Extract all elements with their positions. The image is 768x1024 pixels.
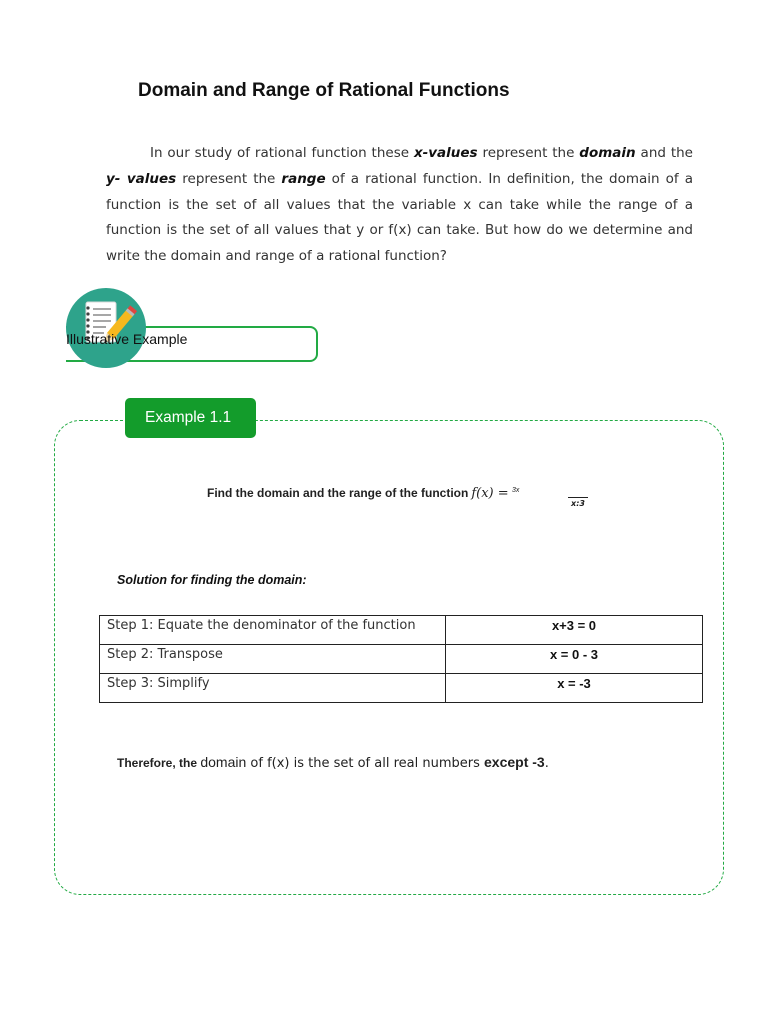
conclusion-except: except -3 — [484, 754, 545, 770]
intro-text-4: represent the — [176, 170, 282, 187]
function-notation: f(x) = — [471, 486, 509, 501]
term-range: range — [281, 170, 326, 187]
intro-text-3: and the — [635, 145, 693, 161]
solution-heading: Solution for finding the domain: — [117, 573, 307, 587]
conclusion-end: . — [544, 756, 549, 771]
function-numerator: 3x — [511, 487, 520, 494]
step-value: x = 0 - 3 — [446, 645, 703, 674]
function-denominator: x:3 — [568, 497, 588, 508]
step-label: Step 1: Equate the denominator of the function — [100, 616, 446, 645]
conclusion-mid: of f(x) is the set of all real numbers — [246, 756, 485, 771]
intro-text-5: of a rational function. In definition, the domain of a function is the set of all values that the variable x can take while the range of a function is the set of all values that y or f(x) can take. But how do we determine and write the domain and range of a rational function? — [106, 170, 693, 265]
illustrative-example-label: Illustrative Example — [66, 331, 188, 347]
step-label: Step 2: Transpose — [100, 645, 446, 674]
table-row — [100, 645, 703, 674]
example-tab-label: Example 1.1 — [145, 409, 232, 426]
intro-text-1: In our study of rational function these — [150, 145, 414, 161]
page-title: Domain and Range of Rational Functions — [138, 80, 510, 101]
table-row — [100, 674, 703, 703]
step-value: x = -3 — [446, 674, 703, 703]
step-value: x+3 = 0 — [446, 616, 703, 645]
prompt-text: Find the domain and the range of the function — [207, 486, 469, 500]
term-y-values: y- values — [106, 170, 177, 187]
intro-paragraph — [106, 141, 693, 270]
steps-table — [99, 615, 703, 703]
example-tab — [125, 398, 256, 438]
step-label: Step 3: Simplify — [100, 674, 446, 703]
conclusion — [117, 754, 549, 771]
conclusion-lead: Therefore, the — [117, 756, 201, 770]
term-domain: domain — [579, 145, 636, 161]
conclusion-domain-word: domain — [200, 754, 247, 770]
intro-text-2: represent the — [477, 145, 580, 161]
example-prompt — [207, 486, 519, 501]
term-x-values: x-values — [413, 145, 478, 161]
table-row — [100, 616, 703, 645]
notepad-pencil-icon — [66, 288, 146, 368]
